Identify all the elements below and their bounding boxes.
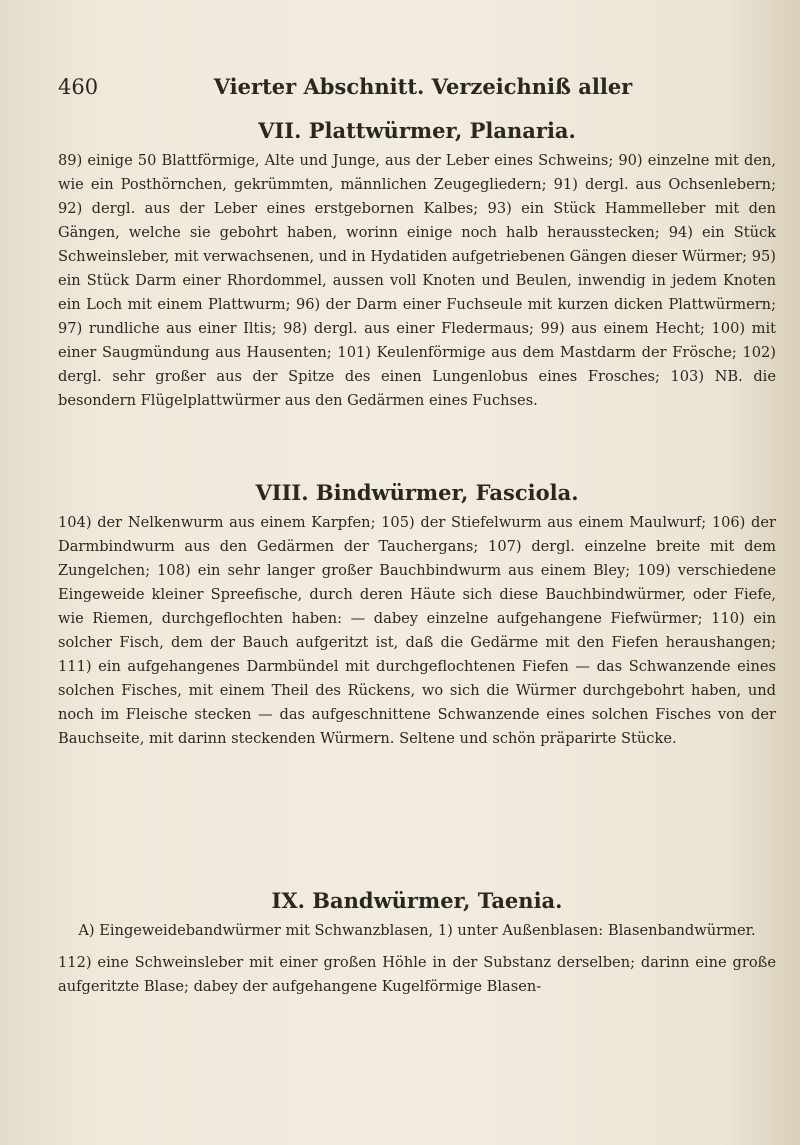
section-subhead: A) Eingeweidebandwürmer mit Schwanzblasen, 1) unter Außenblasen: Blasenbandwürmer. xyxy=(78,922,756,939)
section-title: VIII. Bindwürmer, Fasciola. xyxy=(255,480,579,505)
section-body: 104) der Nelkenwurm aus einem Karpfen; 105) der Stiefelwurm aus einem Maulwurf; 106) der Darmbindwurm aus den Gedärmen der Tauchergans; 107) dergl. einzelne breite mit dem Zungelchen; 108) ein sehr langer großer Bauchbindwurm aus einem Bley; 109) verschiedene Eingeweide kleiner Spreefische, durch deren Häute sich diese Bauchbindwürmer, oder Fiefe, wie Riemen, durchgeflochten haben: — dabey einzelne aufgehangene Fiefwürmer; 110) ein solcher Fisch, dem der Bauch aufgeritzt ist, daß die Gedärme mit den Fiefen heraushangen; 111) ein aufgehangenes Darmbündel mit durchgeflochtenen Fiefen — das Schwanzende eines solchen Fisches, mit einem Theil des Rückens, wo sich die Würmer durchgebohrt haben, und noch im Fleische stecken — das aufgeschnittene Schwanzende eines solchen Fisches von der Bauchseite, mit darinn steckenden Würmern. Seltene und schön präparirte Stücke. xyxy=(58,514,776,747)
section-body: 112) eine Schweinsleber mit einer großen Höhle in der Substanz derselben; darinn eine große aufgeritzte Blase; dabey der aufgehangene Kugelförmige Blasen- xyxy=(58,954,776,995)
section-bindwuermer xyxy=(58,480,776,751)
section-bandwuermer xyxy=(58,888,776,999)
section-title: IX. Bandwürmer, Taenia. xyxy=(271,888,563,913)
section-plattwuermer xyxy=(58,118,776,413)
section-title: VII. Plattwürmer, Planaria. xyxy=(258,118,576,143)
section-body: 89) einige 50 Blattförmige, Alte und Junge, aus der Leber eines Schweins; 90) einzelne mit den, wie ein Posthörnchen, gekrümmten, männlichen Zeugegliedern; 91) dergl. aus Ochsenlebern; 92) dergl. aus der Leber eines erstgebornen Kalbes; 93) ein Stück Hammelleber mit den Gängen, welche sie gebohrt haben, worinn einige noch halb herausstecken; 94) ein Stück Schweinsleber, mit verwachsenen, und in Hydatiden aufgetriebenen Gängen dieser Würmer; 95) ein Stück Darm einer Rhordommel, aussen voll Knoten und Beulen, inwendig in jedem Knoten ein Loch mit einem Plattwurm; 96) der Darm einer Fuchseule mit kurzen dicken Plattwürmern; 97) rundliche aus einer Iltis; 98) dergl. aus einer Fledermaus; 99) aus einem Hecht; 100) mit einer Saugmündung aus Hausenten; 101) Keulenförmige aus dem Mastdarm der Frösche; 102) dergl. sehr großer aus der Spitze des einen Lungenlobus eines Frosches; 103) NB. die besondern Flügelplattwürmer aus den Gedärmen eines Fuchses. xyxy=(58,152,776,409)
page-number: 460 xyxy=(58,75,99,99)
running-head: Vierter Abschnitt. Verzeichniß aller xyxy=(213,74,633,99)
page-header xyxy=(58,74,728,99)
